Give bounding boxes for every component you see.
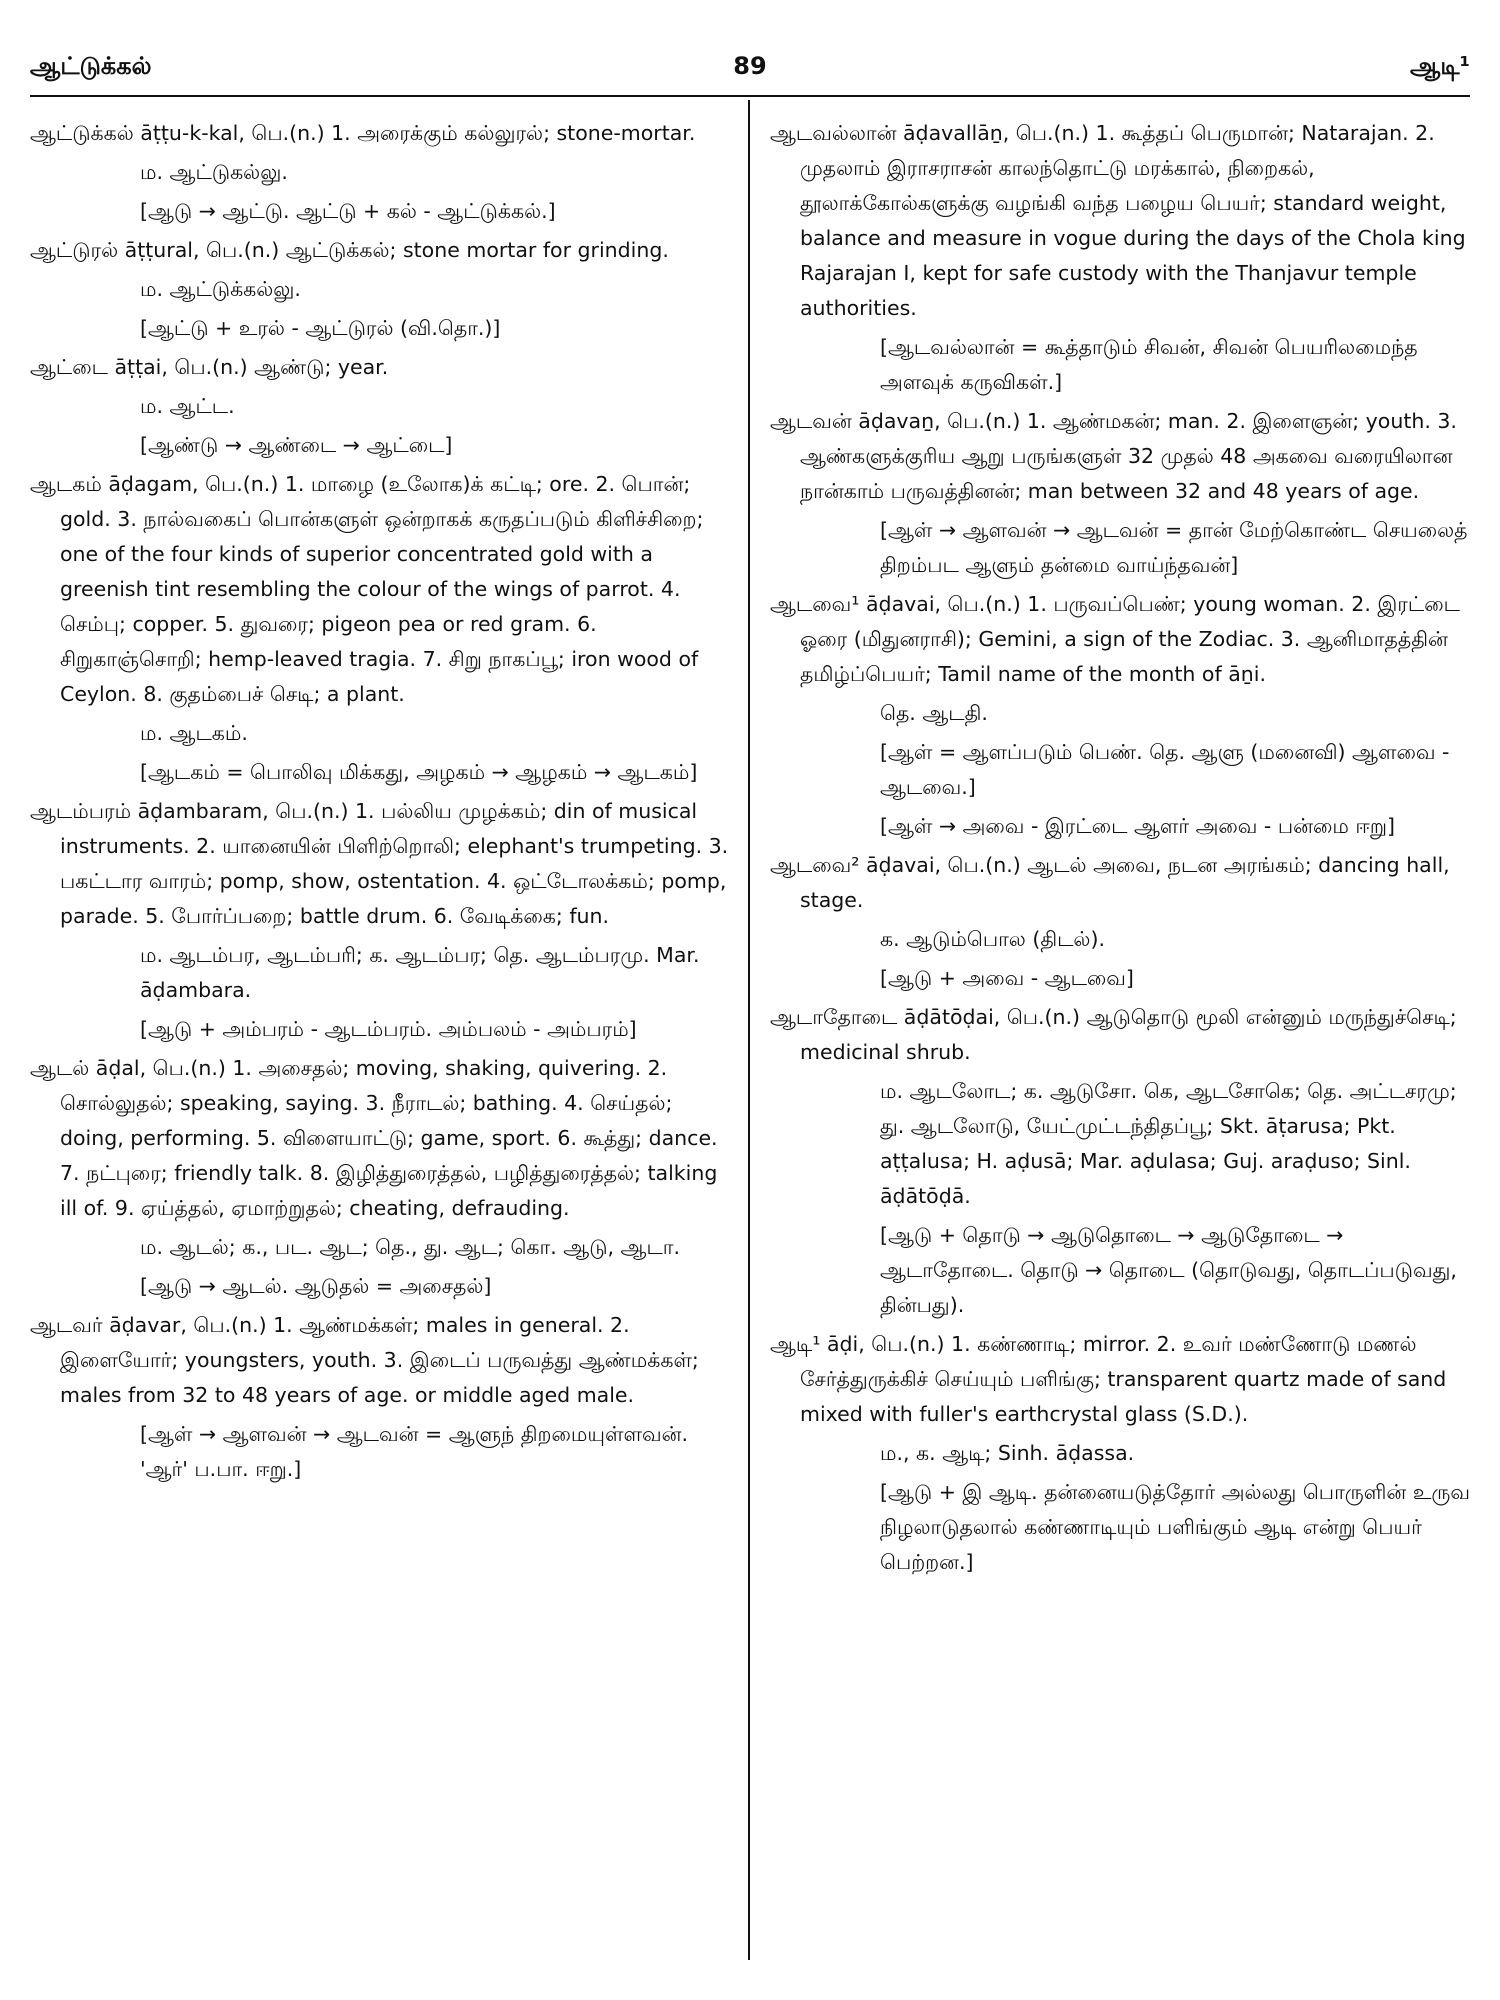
dictionary-entry: ஆடம்பரம் āḍambaram, பெ.(n.) 1. பல்லிய முழக்கம்; din of musical instruments. 2. யானையின் பிளிற்றொலி; elephant's trumpeting. 3. பகட்டார வாரம்; pomp, show, ostentation. 4. ஒட்டோலக்கம்; pomp, parade. 5. போர்ப்பறை; battle drum. 6. வேடிக்கை; fun. [30, 799, 729, 928]
entry-note: [ஆள் → அவை - இரட்டை ஆளர் அவை - பன்மை ஈறு] [880, 814, 1395, 838]
dictionary-entry: ஆடகம் āḍagam, பெ.(n.) 1. மாழை (உலோக)க் கட்டி; ore. 2. பொன்; gold. 3. நால்வகைப் பொன்களுள் ஒன்றாகக் கருதப்படும் கிளிச்சிறை; one of the four kinds of superior concentrated gold with a greenish tint resembling the colour of the wings of parrot. 4. செம்பு; copper. 5. துவரை; pigeon pea or red gram. 6. சிறுகாஞ்சொறி; hemp-leaved tragia. 7. சிறு நாகப்பூ; iron wood of Ceylon. 8. குதம்பைச் செடி; a plant. [30, 472, 704, 706]
entry-note: [ஆடு → ஆட்டு. ஆட்டு + கல் - ஆட்டுக்கல்.] [140, 199, 556, 223]
dictionary-entry: ஆட்டை āṭṭai, பெ.(n.) ஆண்டு; year. [30, 355, 389, 379]
entry-note: தெ. ஆடதி. [880, 701, 988, 725]
entry-note: ம. ஆடகம். [140, 721, 248, 745]
dictionary-entry: ஆட்டுரல் āṭṭural, பெ.(n.) ஆட்டுக்கல்; stone mortar for grinding. [30, 238, 669, 262]
entry-note: க. ஆடும்பொல (திடல்). [880, 927, 1105, 951]
dictionary-entry: ஆடவல்லான் āḍavallāṉ, பெ.(n.) 1. கூத்தப் பெருமான்; Natarajan. 2. முதலாம் இராசராசன் காலந்தொட்டு மரக்கால், நிறைகல், தூலாக்கோல்களுக்கு வழங்கி வந்த பழைய பெயர்; standard weight, balance and measure in vogue during the days of the Chola king Rajarajan I, kept for safe custody with the Thanjavur temple authorities. [770, 121, 1466, 320]
entry-note: [ஆள் → ஆளவன் → ஆடவன் = தான் மேற்கொண்ட செயலைத் திறம்பட ஆளும் தன்மை வாய்ந்தவன்] [880, 518, 1468, 577]
left-column [30, 116, 735, 1491]
dictionary-entry: ஆடல் āḍal, பெ.(n.) 1. அசைதல்; moving, shaking, quivering. 2. சொல்லுதல்; speaking, saying. 3. நீராடல்; bathing. 4. செய்தல்; doing, performing. 5. விளையாட்டு; game, sport. 6. கூத்து; dance. 7. நட்புரை; friendly talk. 8. இழித்துரைத்தல், பழித்துரைத்தல்; talking ill of. 9. ஏய்த்தல், ஏமாற்றுதல்; cheating, defrauding. [30, 1056, 718, 1220]
entry-note: [ஆடு + இ ஆடி. தன்னையடுத்தோர் அல்லது பொருளின் உருவ நிழலாடுதலால் கண்ணாடியும் பளிங்கும் ஆடி என்று பெயர் பெற்றன.] [880, 1480, 1471, 1574]
entry-note: [ஆடகம் = பொலிவு மிக்கது, அழகம் → ஆழகம் → ஆடகம்] [140, 760, 698, 784]
running-head-left: ஆட்டுக்கல் [30, 52, 152, 80]
entry-note: ம. ஆட்டுக்கல்லு. [140, 277, 301, 301]
entry-note: ம. ஆட்டுகல்லு. [140, 160, 288, 184]
entry-note: [ஆடவல்லான் = கூத்தாடும் சிவன், சிவன் பெயரிலமைந்த அளவுக் கருவிகள்.] [880, 335, 1418, 394]
dictionary-entry: ஆடவர் āḍavar, பெ.(n.) 1. ஆண்மக்கள்; males in general. 2. இளையோர்; youngsters, youth. 3. இடைப் பருவத்து ஆண்மக்கள்; males from 32 to 48 years of age. or middle aged male. [30, 1313, 699, 1407]
entry-note: [ஆடு → ஆடல். ஆடுதல் = அசைதல்] [140, 1274, 492, 1298]
entry-note: [ஆடு + தொடு → ஆடுதொடை → ஆடுதோடை → ஆடாதோடை. தொடு → தொடை (தொடுவது, தொடப்படுவது, தின்பது). [880, 1223, 1457, 1317]
column-divider [748, 100, 750, 1960]
page-header [30, 52, 1470, 86]
dictionary-entry: ஆட்டுக்கல் āṭṭu-k-kal, பெ.(n.) 1. அரைக்கும் கல்லுரல்; stone-mortar. [30, 121, 696, 145]
entry-note: ம., க. ஆடி; Sinh. āḍassa. [880, 1441, 1135, 1465]
right-column [770, 116, 1475, 1584]
page-number: 89 [733, 52, 767, 80]
dictionary-entry: ஆடி¹ āḍi, பெ.(n.) 1. கண்ணாடி; mirror. 2. உவர் மண்ணோடு மணல் சேர்த்துருக்கிச் செய்யும் பளிங்கு; transparent quartz made of sand mixed with fuller's earthcrystal glass (S.D.). [770, 1332, 1447, 1426]
dictionary-entry: ஆடவை¹ āḍavai, பெ.(n.) 1. பருவப்பெண்; young woman. 2. இரட்டை ஓரை (மிதுனராசி); Gemini, a sign of the Zodiac. 3. ஆனிமாதத்தின் தமிழ்ப்பெயர்; Tamil name of the month of āṉi. [770, 592, 1460, 686]
entry-note: [ஆட்டு + உரல் - ஆட்டுரல் (வி.தொ.)] [140, 316, 501, 340]
entry-note: ம. ஆடல்; க., பட. ஆட; தெ., து. ஆட; கொ. ஆடு, ஆடா. [140, 1235, 681, 1259]
dictionary-entry: ஆடவை² āḍavai, பெ.(n.) ஆடல் அவை, நடன அரங்கம்; dancing hall, stage. [770, 853, 1450, 912]
entry-note: [ஆடு + அவை - ஆடவை] [880, 966, 1134, 990]
entry-note: [ஆள் → ஆளவன் → ஆடவன் = ஆளுந் திறமையுள்ளவன். 'ஆர்' ப.பா. ஈறு.] [140, 1422, 688, 1481]
dictionary-entry: ஆடவன் āḍavaṉ, பெ.(n.) 1. ஆண்மகன்; man. 2. இளைஞன்; youth. 3. ஆண்களுக்குரிய ஆறு பருங்களுள் 32 முதல் 48 அகவை வரையிலான நான்காம் பருவத்தினன்; man between 32 and 48 years of age. [770, 409, 1457, 503]
header-rule [30, 95, 1470, 97]
entry-note: ம. ஆட்ட. [140, 394, 235, 418]
entry-note: [ஆண்டு → ஆண்டை → ஆட்டை] [140, 433, 453, 457]
running-head-right: ஆடி¹ [1410, 52, 1470, 80]
entry-note: ம. ஆடலோட; க. ஆடுசோ. கெ, ஆடசோகெ; தெ. அட்டசரமு; து. ஆடலோடு, யேட்முட்டந்திதப்பூ; Skt. āṭarusa; Pkt. aṭṭalusa; H. aḍusā; Mar. aḍulasa; Guj. araḍuso; Sinl. āḍātōḍā. [880, 1079, 1457, 1208]
entry-note: [ஆடு + அம்பரம் - ஆடம்பரம். அம்பலம் - அம்பரம்] [140, 1017, 637, 1041]
entry-note: ம. ஆடம்பர, ஆடம்பரி; க. ஆடம்பர; தெ. ஆடம்பரமு. Mar. āḍambara. [140, 943, 700, 1002]
dictionary-entry: ஆடாதோடை āḍātōḍai, பெ.(n.) ஆடுதொடு மூலி என்னும் மருந்துச்செடி; medicinal shrub. [770, 1005, 1457, 1064]
entry-note: [ஆள் = ஆளப்படும் பெண். தெ. ஆளு (மனைவி) ஆளவை - ஆடவை.] [880, 740, 1450, 799]
